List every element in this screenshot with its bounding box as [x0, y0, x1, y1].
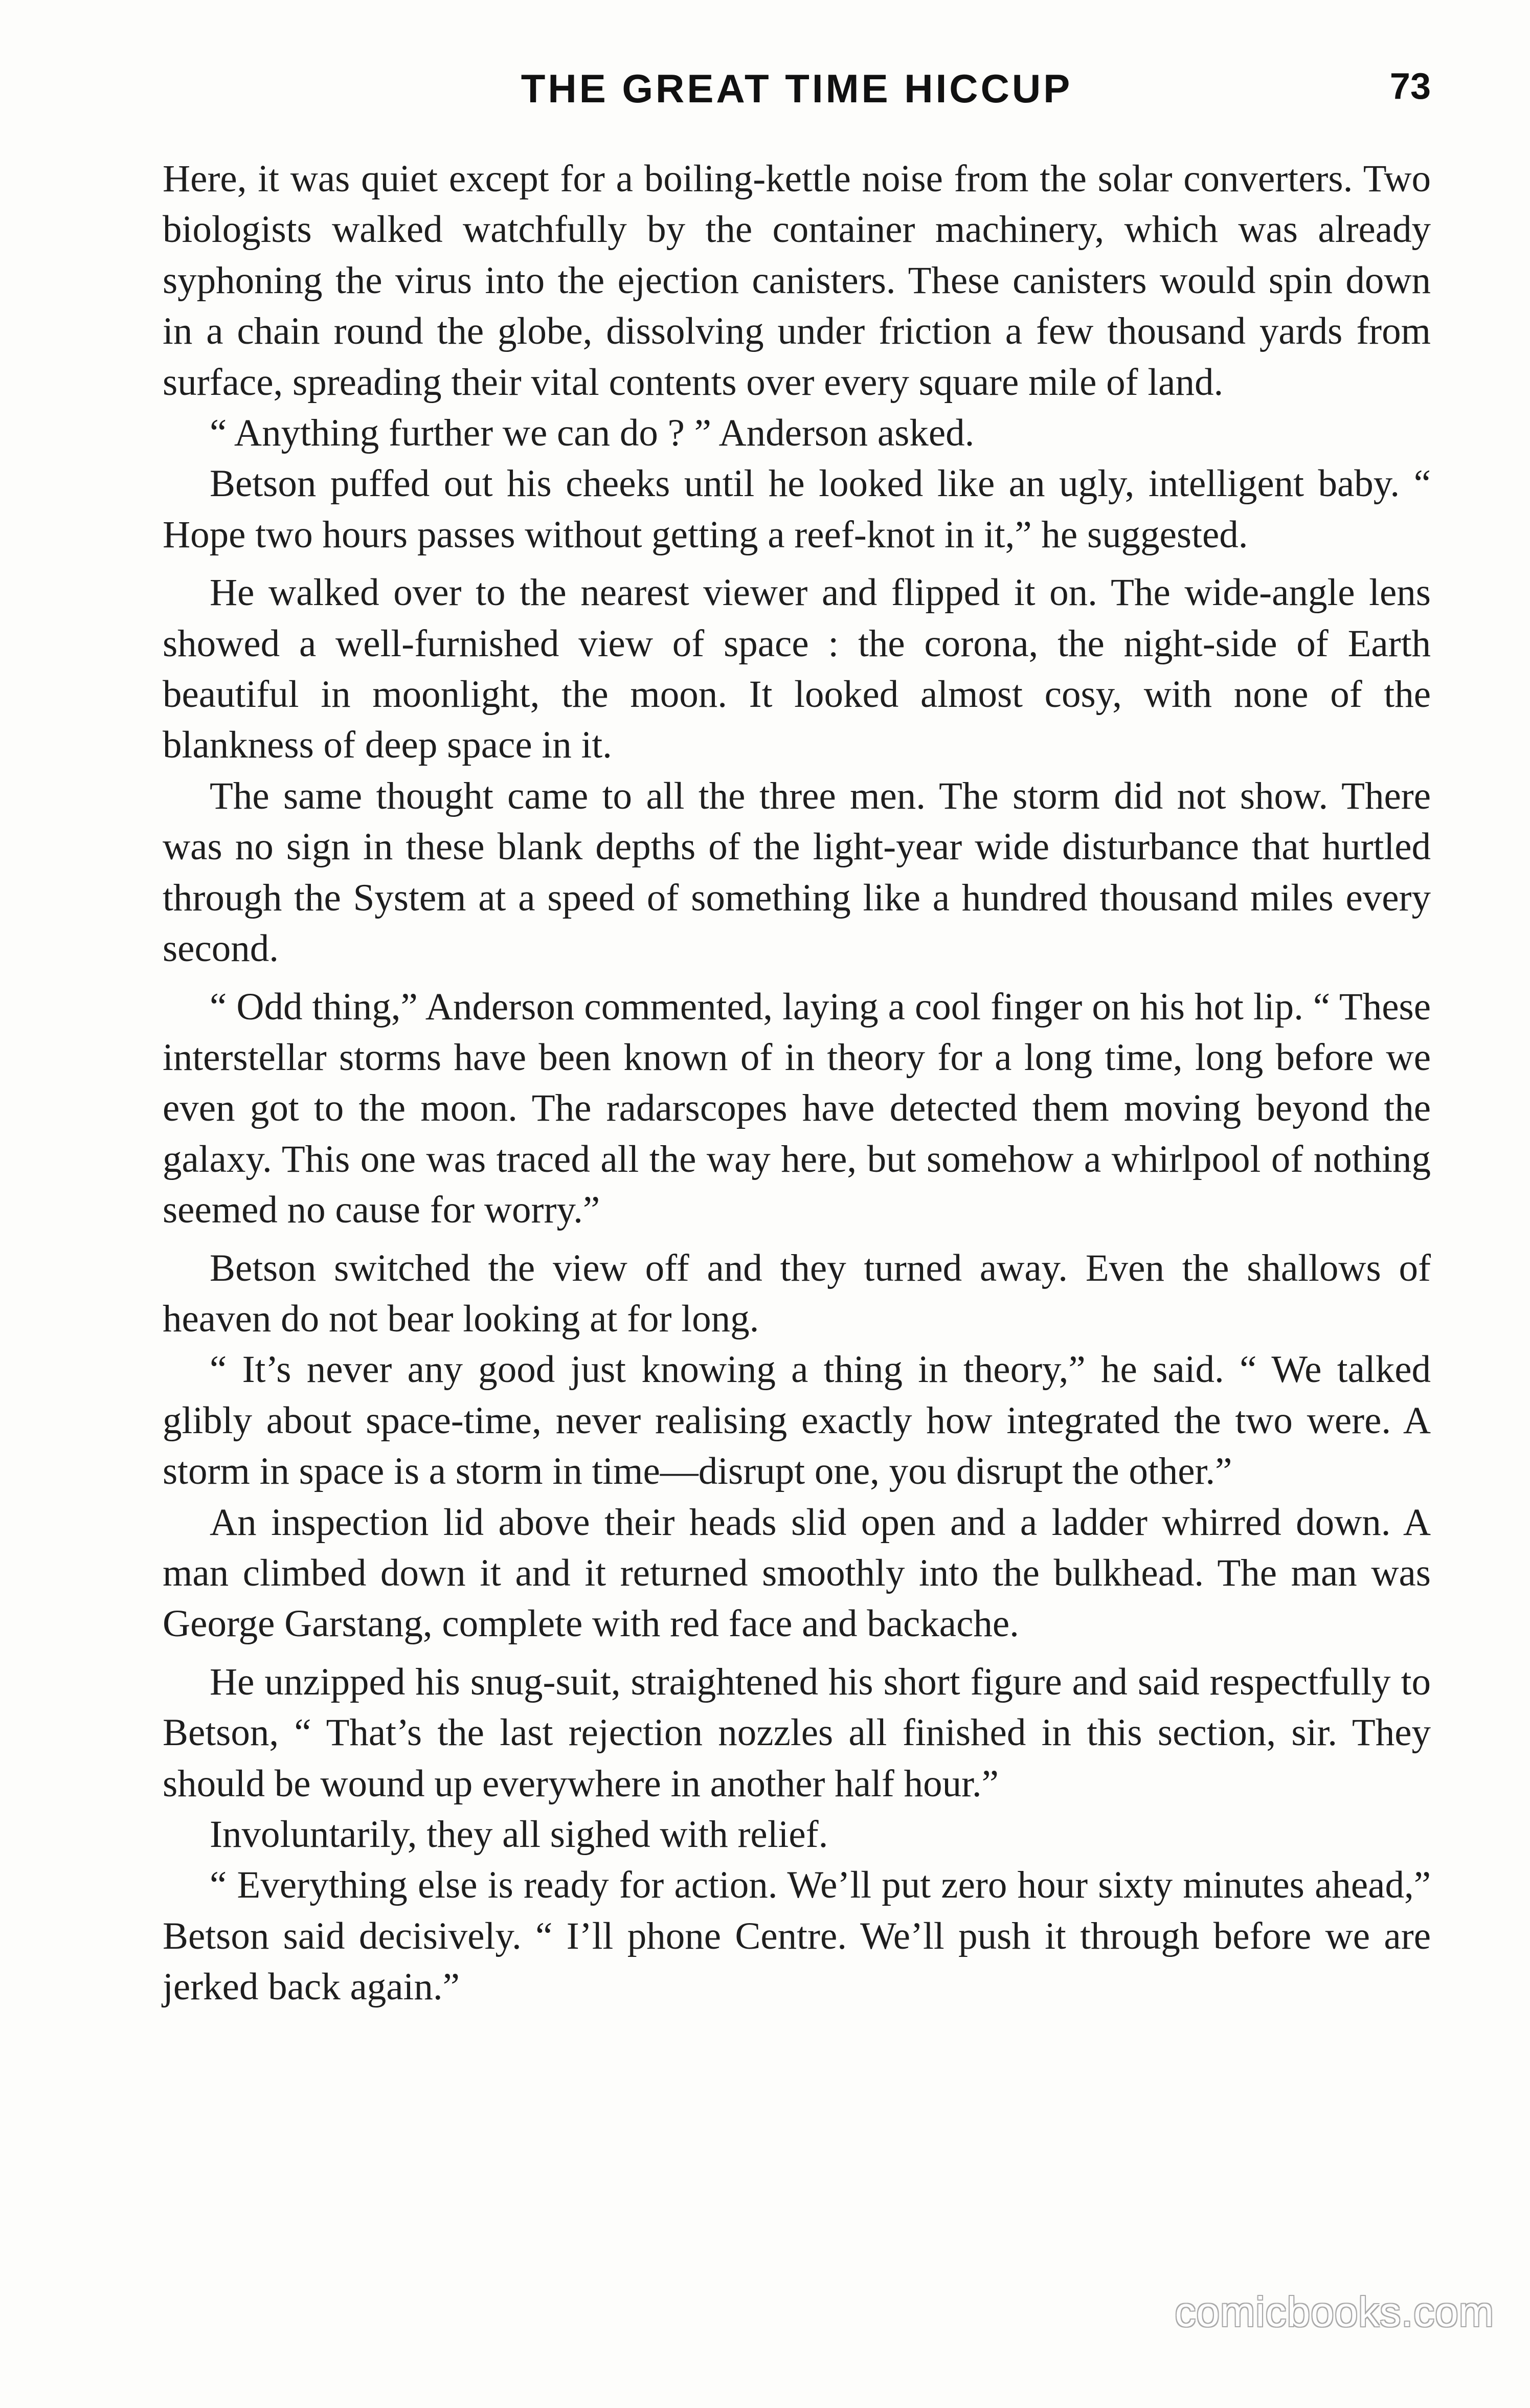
paragraph-6: “ Odd thing,” Anderson commented, laying a cool finger on his hot lip. “ These interstellar storms have been known of in theory for a long time, long before we even got to the moon. The radarscopes have detected them moving beyond the galaxy. This one was traced all the way here, but somehow a whirlpool of nothing seemed no cause for worry.”	[163, 985, 1431, 1232]
paragraph-3: Betson puffed out his cheeks until he looked like an ugly, intelligent baby. “ Hope two hours passes without getting a reef-knot in it,” he suggested.	[163, 462, 1431, 556]
paragraph-8: “ It’s never any good just knowing a thing in theory,” he said. “ We talked glibly about space-time, never realising exactly how integrated the two were. A storm in space is a storm in time—disrupt one, you disrupt the other.”	[163, 1348, 1431, 1493]
paragraph-1: Here, it was quiet except for a boiling-kettle noise from the solar converters. Two biologists walked watchfully by the container machinery, which was already syphoning the virus into the ejection canisters. These canisters would spin down in a chain round the globe, dissolving under friction a few thousand yards from surface, spreading their vital contents over every square mile of land.	[163, 158, 1431, 404]
paragraph-12: “ Everything else is ready for action. We’ll put zero hour sixty minutes ahead,” Betson said decisively. “ I’ll phone Centre. We’ll push it through before we are jerked back again.”	[163, 1864, 1431, 2009]
paragraph-11: Involuntarily, they all sighed with relief.	[210, 1813, 828, 1856]
paragraph-9: An inspection lid above their heads slid open and a ladder whirred down. A man climbed down it and it returned smoothly into the bulkhead. The man was George Garstang, complete with red face and backache.	[163, 1501, 1431, 1645]
paragraph-10: He unzipped his snug-suit, straightened his short figure and said respectfully to Betson, “ That’s the last rejection nozzles all finished in this section, sir. They should be wound up everywhere in another half hour.”	[163, 1660, 1431, 1805]
paragraph-7: Betson switched the view off and they turned away. Even the shallows of heaven do not bear looking at for long.	[163, 1246, 1431, 1340]
page-header	[163, 65, 1431, 117]
page-number: 73	[1389, 66, 1431, 107]
paragraph-5: The same thought came to all the three men. The storm did not show. There was no sign in these blank depths of the light-year wide disturbance that hurtled through the System at a speed of something like a hundred thousand miles every second.	[163, 774, 1431, 970]
paragraph-4: He walked over to the nearest viewer and flipped it on. The wide-angle lens showed a well-furnished view of space : the corona, the night-side of Earth beautiful in moonlight, the moon. It looked almost cosy, with none of the blankness of deep space in it.	[163, 571, 1431, 767]
body-text	[163, 153, 1431, 2013]
watermark-logo: comicbooks.com	[1175, 2289, 1494, 2335]
running-title: THE GREAT TIME HICCUP	[521, 66, 1073, 111]
paragraph-2: “ Anything further we can do ? ” Anderson asked.	[210, 412, 975, 455]
